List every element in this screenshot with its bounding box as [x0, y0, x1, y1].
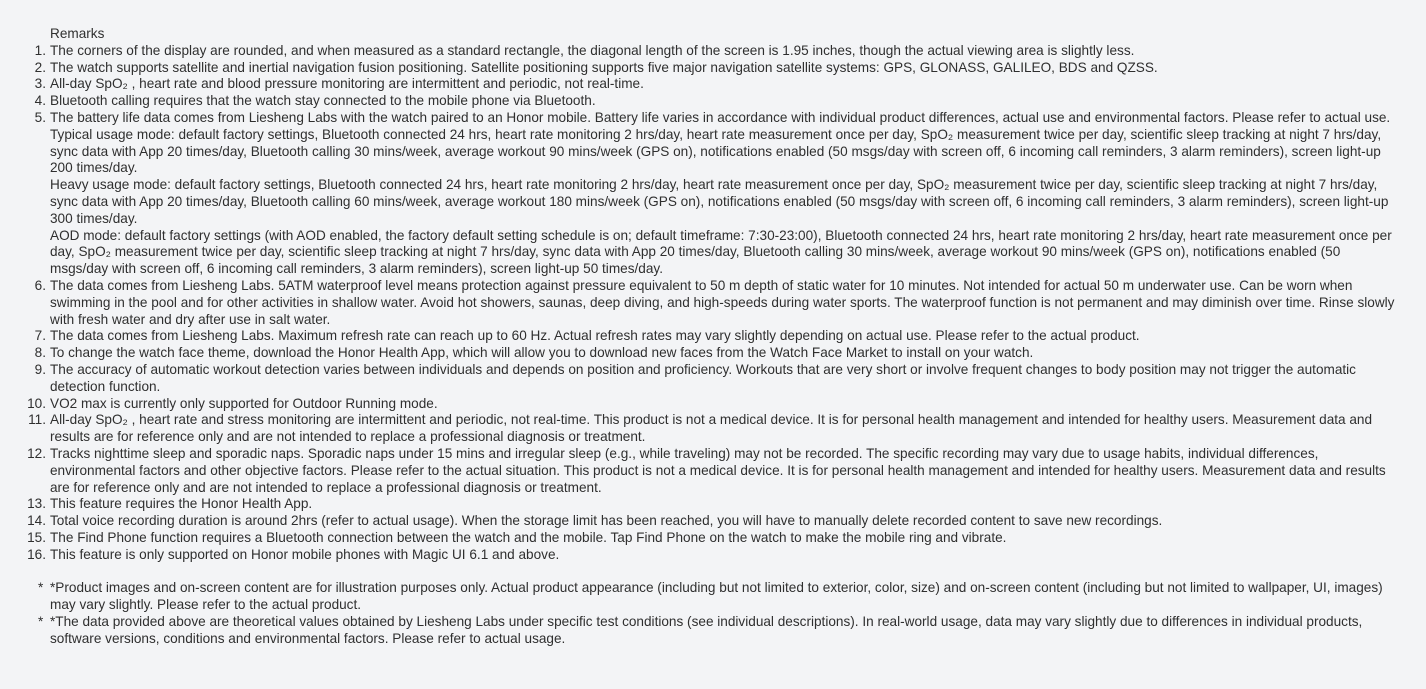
remark-text: Typical usage mode: default factory settings, Bluetooth connected 24 hrs, heart rate monitoring 2 hrs/day, heart rate measurement once per day, SpO₂ measurement twice per day, scientific sleep tracking at night 7 hrs/day, sync data with App 20 times/day, Bluetooth calling 30 mins/week, average workout 90 mins/week (GPS on), notifications enabled (50 msgs/day with screen off, 6 incoming call reminders, 3 alarm reminders), screen light-up 200 times/day. — [50, 126, 1382, 176]
footnote-asterisk: * — [38, 613, 44, 629]
remark-number: 5. — [34, 109, 46, 125]
remark-number: 9. — [34, 361, 46, 377]
remark-text: The data comes from Liesheng Labs. 5ATM waterproof level means protection against pressure equivalent to 50 m depth of static water for 10 minutes. Not intended for actual 50 m underwater use. Can be worn when swimming in the pool and for other activities in shallow water. Avoid hot showers, saunas, deep diving, and high-speeds during water sports. The waterproof function is not permanent and may diminish over time. Rinse slowly with fresh water and dry after use in salt water. — [50, 277, 1395, 327]
remark-number: 4. — [34, 93, 46, 109]
remark-number: 13. — [27, 496, 46, 512]
remark-number: 10. — [27, 395, 46, 411]
remark-item — [0, 446, 1426, 496]
remark-item — [0, 396, 1426, 413]
footnote — [0, 580, 1426, 614]
remark-item — [0, 530, 1426, 547]
remark-item — [0, 60, 1426, 77]
remark-item — [0, 278, 1426, 328]
remark-number: 11. — [28, 412, 46, 428]
remark-text: The battery life data comes from Liesheng Labs with the watch paired to an Honor mobile. Battery life varies in accordance with individual product differences, actual use and environmental factors. Please refer to actual use. — [50, 109, 1391, 125]
remark-item — [0, 345, 1426, 362]
footnote-text: *The data provided above are theoretical values obtained by Liesheng Labs under specific test conditions (see individual descriptions). In real-world usage, data may vary slightly due to differences in individual products, software versions, conditions and environmental factors. Please refer to actual usage. — [50, 613, 1363, 646]
remark-item — [0, 412, 1426, 446]
remark-text: AOD mode: default factory settings (with AOD enabled, the factory default setting schedule is on; default timeframe: 7:30-23:00), Bluetooth connected 24 hrs, heart rate monitoring 2 hrs/day, heart rate measurement once per day, SpO₂ measurement twice per day, scientific sleep tracking at night 7 hrs/day, sync data with App 20 times/day, Bluetooth calling 30 mins/week, average workout 90 mins/week (GPS on), notifications enabled (50 msgs/day with screen off, 6 incoming call reminders, 3 alarm reminders), screen light-up 50 times/day. — [50, 227, 1392, 277]
remark-text: VO2 max is currently only supported for Outdoor Running mode. — [50, 395, 438, 411]
remark-item — [0, 76, 1426, 93]
remark-text: Tracks nighttime sleep and sporadic naps. Sporadic naps under 15 mins and irregular sleep (e.g., while traveling) may not be recorded. The specific recording may vary due to usage habits, individual differences, environmental factors and other objective factors. Please refer to the actual situation. This product is not a medical device. It is for personal health management and intended for healthy users. Measurement data and results are for reference only and are not intended to replace a professional diagnosis or treatment. — [50, 445, 1386, 495]
remarks-list — [0, 43, 1426, 564]
remark-text: This feature is only supported on Honor mobile phones with Magic UI 6.1 and above. — [50, 546, 560, 562]
remarks-section — [0, 26, 1426, 647]
remark-item — [0, 328, 1426, 345]
remark-item — [0, 43, 1426, 60]
remark-number: 1. — [34, 42, 46, 58]
remark-item — [0, 93, 1426, 110]
footnote-text: *Product images and on-screen content are for illustration purposes only. Actual product appearance (including but not limited to exterior, color, size) and on-screen content (including but not limited to wallpaper, UI, images) may vary slightly. Please refer to the actual product. — [50, 580, 1383, 613]
remark-number: 8. — [34, 345, 46, 361]
footnote — [0, 614, 1426, 648]
remark-number: 2. — [34, 59, 46, 75]
remark-text: The accuracy of automatic workout detection varies between individuals and depends on position and proficiency. Workouts that are very short or involve frequent changes to body position may not trigger the automatic detection function. — [50, 361, 1356, 394]
remark-text: The watch supports satellite and inertial navigation fusion positioning. Satellite positioning supports five major navigation satellite systems: GPS, GLONASS, GALILEO, BDS and QZSS. — [50, 59, 1158, 75]
remark-number: 7. — [34, 328, 46, 344]
remark-text: All-day SpO₂ , heart rate and stress monitoring are intermittent and periodic, not real-time. This product is not a medical device. It is for personal health management and intended for healthy users. Measurement data and results are for reference only and are not intended to replace a professional diagnosis or treatment. — [50, 412, 1373, 445]
remark-item — [0, 513, 1426, 530]
remark-text: The Find Phone function requires a Bluetooth connection between the watch and the mobile. Tap Find Phone on the watch to make the mobile ring and vibrate. — [50, 529, 1007, 545]
remark-item — [0, 496, 1426, 513]
footnote-asterisk: * — [38, 580, 44, 596]
remark-number: 16. — [27, 546, 46, 562]
remark-text: To change the watch face theme, download the Honor Health App, which will allow you to download new faces from the Watch Face Market to install on your watch. — [50, 345, 1034, 361]
remarks-title: Remarks — [50, 26, 105, 41]
remark-text: All-day SpO₂ , heart rate and blood pressure monitoring are intermittent and periodic, not real-time. — [50, 76, 644, 92]
footnotes — [0, 580, 1426, 647]
remark-number: 14. — [27, 513, 46, 529]
remark-number: 12. — [27, 445, 46, 461]
remark-item — [0, 547, 1426, 564]
spacer — [0, 564, 1426, 581]
remark-number: 15. — [27, 529, 46, 545]
remark-text: Bluetooth calling requires that the watch stay connected to the mobile phone via Bluetooth. — [50, 93, 596, 109]
remark-item — [0, 362, 1426, 396]
remark-text: Total voice recording duration is around 2hrs (refer to actual usage). When the storage limit has been reached, you will have to manually delete recorded content to save new recordings. — [50, 513, 1163, 529]
remark-item — [0, 110, 1426, 278]
remark-text: The data comes from Liesheng Labs. Maximum refresh rate can reach up to 60 Hz. Actual refresh rates may vary slightly depending on actual use. Please refer to the actual product. — [50, 328, 1140, 344]
remark-text: The corners of the display are rounded, and when measured as a standard rectangle, the diagonal length of the screen is 1.95 inches, though the actual viewing area is slightly less. — [50, 42, 1135, 58]
remark-text: This feature requires the Honor Health App. — [50, 496, 313, 512]
remark-number: 3. — [34, 76, 46, 92]
remark-number: 6. — [34, 277, 46, 293]
remark-text: Heavy usage mode: default factory settings, Bluetooth connected 24 hrs, heart rate monitoring 2 hrs/day, heart rate measurement once per day, SpO₂ measurement twice per day, scientific sleep tracking at night 7 hrs/day, sync data with App 20 times/day, Bluetooth calling 60 mins/week, average workout 180 mins/week (GPS on), notifications enabled (50 msgs/day with screen off, 6 incoming call reminders, 3 alarm reminders), screen light-up 300 times/day. — [50, 177, 1389, 226]
